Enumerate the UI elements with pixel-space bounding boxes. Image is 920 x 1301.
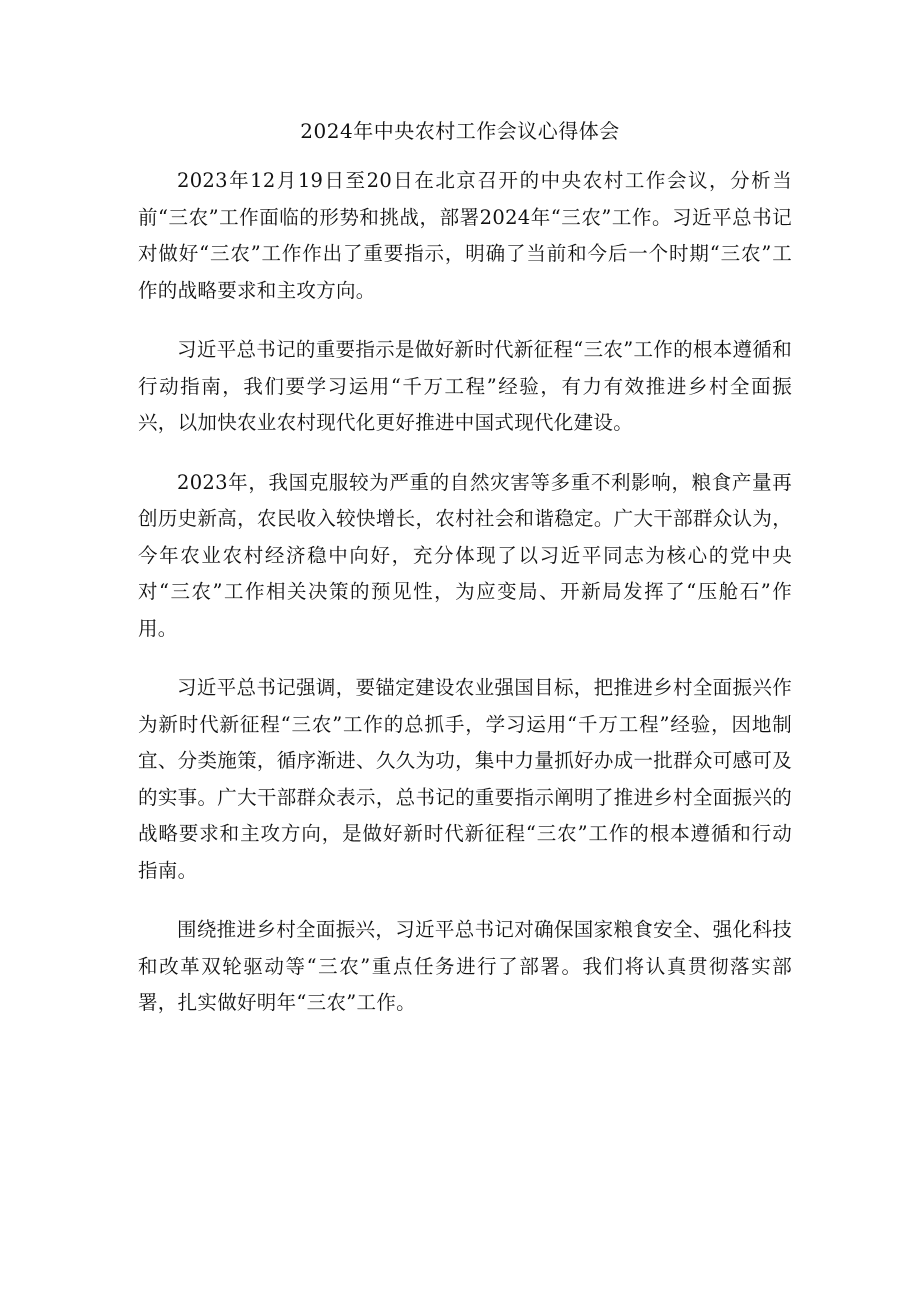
paragraph-4: 习近平总书记强调，要锚定建设农业强国目标，把推进乡村全面振兴作为新时代新征程“三农”工作的总抓手，学习运用“千万工程”经验，因地制宜、分类施策，循序渐进、久久为功，集中力量抓好办成一批群众可感可及的实事。广大干部群众表示，总书记的重要指示阐明了推进乡村全面振兴的战略要求和主攻方向，是做好新时代新征程“三农”工作的根本遵循和行动指南。 bbox=[138, 676, 792, 882]
document-title: 2024年中央农村工作会议心得体会 bbox=[300, 119, 620, 143]
paragraph-5: 围绕推进乡村全面振兴，习近平总书记对确保国家粮食安全、强化科技和改革双轮驱动等“三农”重点任务进行了部署。我们将认真贯彻落实部署，扎实做好明年“三农”工作。 bbox=[138, 918, 792, 1014]
paragraph-1: 2023年12月19日至20日在北京召开的中央农村工作会议，分析当前“三农”工作面临的形势和挑战，部署2024年“三农”工作。习近平总书记对做好“三农”工作作出了重要指示，明确了当前和今后一个时期“三农”工作的战略要求和主攻方向。 bbox=[138, 169, 792, 302]
document-body bbox=[138, 163, 792, 1045]
paragraph-3: 2023年，我国克服较为严重的自然灾害等多重不利影响，粮食产量再创历史新高，农民收入较快增长，农村社会和谐稳定。广大干部群众认为，今年农业农村经济稳中向好，充分体现了以习近平同志为核心的党中央对“三农”工作相关决策的预见性，为应变局、开新局发挥了“压舱石”作用。 bbox=[138, 470, 792, 640]
paragraph-2: 习近平总书记的重要指示是做好新时代新征程“三农”工作的根本遵循和行动指南，我们要学习运用“千万工程”经验，有力有效推进乡村全面振兴，以加快农业农村现代化更好推进中国式现代化建设。 bbox=[138, 338, 792, 434]
